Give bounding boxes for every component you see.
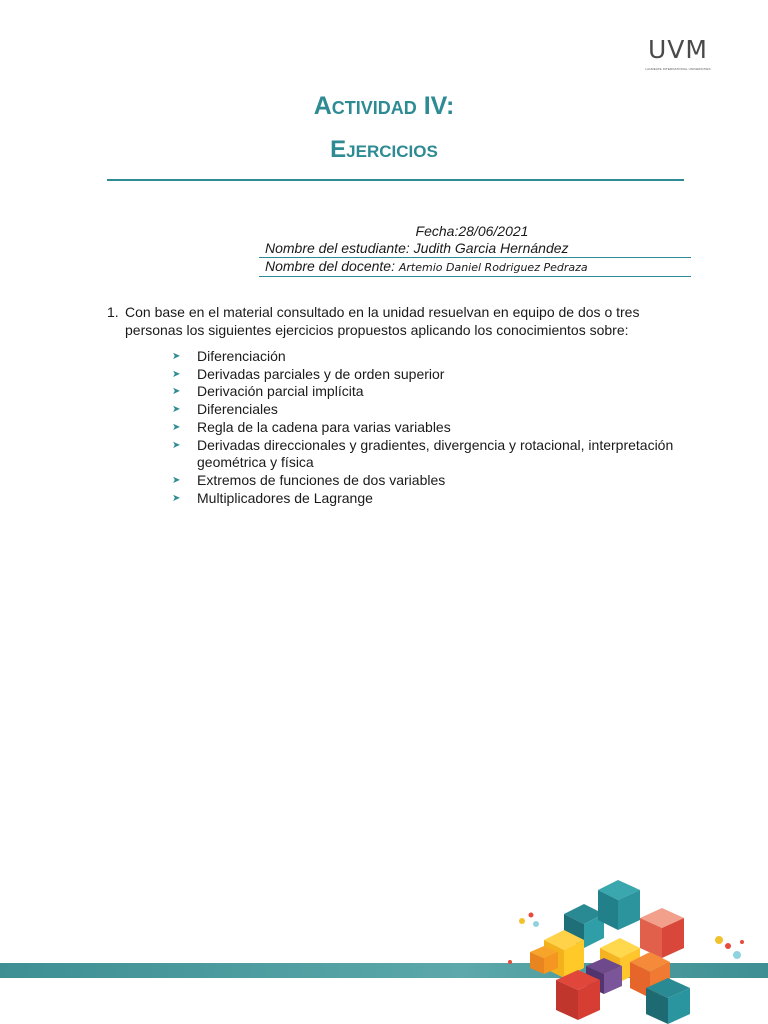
arrowhead-right-icon: ➤ [172, 386, 181, 398]
topic-text: Derivadas parciales y de orden superior [197, 365, 445, 382]
topic-text: Regla de la cadena para varias variables [197, 418, 451, 435]
page-title: Actividad IV: [313, 92, 455, 120]
topic-text: Extremos de funciones de dos variables [197, 471, 446, 488]
arrowhead-right-icon: ➤ [172, 492, 181, 504]
list-item [172, 437, 692, 472]
list-item [172, 348, 692, 366]
teacher-name-line [259, 258, 691, 277]
question-text: Con base en el material consultado en la unidad resuelvan en equipo de dos o tres personas los siguientes ejercicios propuestos aplicando los conocimientos sobre: [125, 304, 640, 338]
student-name-line [259, 240, 691, 258]
list-item [172, 472, 692, 490]
uvm-logo [637, 36, 719, 76]
question-number: 1. [107, 304, 119, 320]
teacher-label: Nombre del docente: [265, 258, 395, 274]
student-label: Nombre del estudiante: [265, 240, 410, 256]
arrowhead-right-icon: ➤ [172, 421, 181, 433]
list-item [172, 366, 692, 384]
topic-text: Multiplicadores de Lagrange [197, 489, 373, 506]
date-label: Fecha: [415, 223, 459, 239]
list-item [172, 383, 692, 401]
topic-text: Diferenciación [197, 348, 286, 364]
list-item [172, 401, 692, 419]
arrowhead-right-icon: ➤ [172, 351, 181, 362]
arrowhead-right-icon: ➤ [172, 474, 181, 486]
arrowhead-right-icon: ➤ [172, 439, 181, 451]
logo-tagline: LAUREATE INTERNATIONAL UNIVERSITIES [645, 67, 711, 71]
student-value: Judith Garcia Hernández [413, 240, 569, 256]
topic-list [172, 348, 692, 507]
teacher-value: Artemio Daniel Rodriguez Pedraza [398, 261, 588, 274]
topic-text: Derivadas direccionales y gradientes, divergencia y rotacional, interpretación geométrica y física [197, 436, 674, 471]
title-divider [107, 179, 684, 181]
topic-text: Diferenciales [197, 401, 278, 418]
arrowhead-right-icon: ➤ [172, 368, 181, 380]
topic-text: Derivación parcial implícita [197, 383, 364, 400]
list-item [172, 490, 692, 508]
list-item [172, 419, 692, 437]
arrowhead-right-icon: ➤ [172, 404, 181, 416]
date-line [259, 223, 685, 240]
logo-text: UVM [648, 35, 708, 64]
date-value: 28/06/2021 [458, 223, 529, 239]
question-item [107, 303, 667, 339]
cube-cluster-decoration [500, 870, 768, 1024]
page-subtitle: Ejercicios [330, 136, 438, 163]
